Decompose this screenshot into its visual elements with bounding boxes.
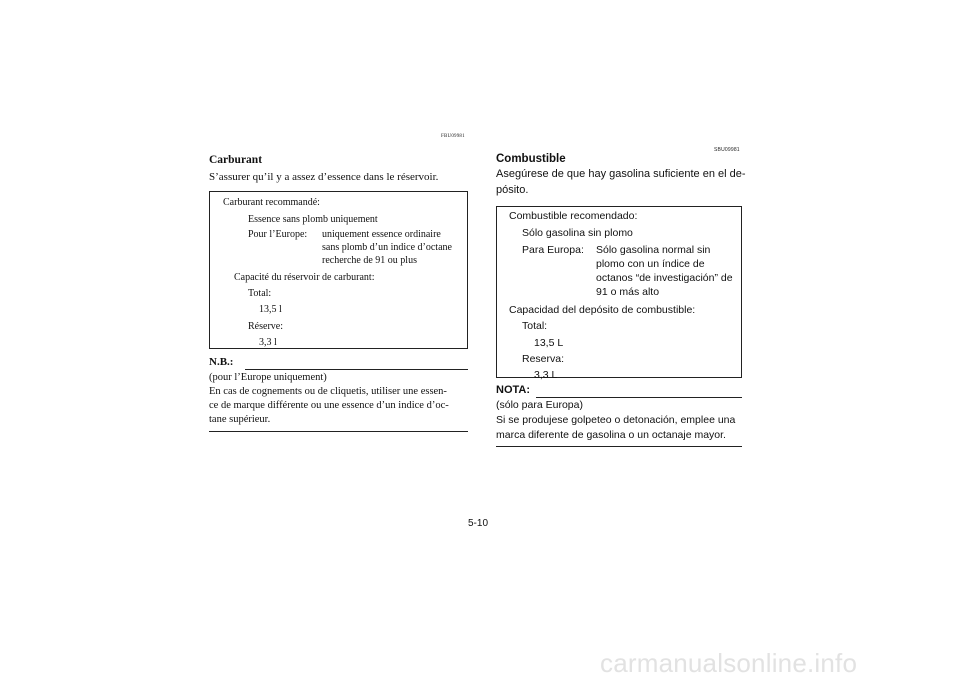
- europe-label: Para Europa:: [522, 244, 584, 256]
- reserve-value: 3,3 L: [534, 369, 558, 381]
- recommended-fuel-value: Essence sans plomb uniquement: [248, 214, 378, 225]
- note-label: NOTA:: [496, 384, 531, 396]
- section-code: FBU09981: [441, 134, 465, 139]
- total-label: Total:: [248, 288, 272, 299]
- intro-text: S’assurer qu’il y a assez d’essence dans le réservoir.: [209, 171, 439, 183]
- reserve-label: Réserve:: [248, 321, 283, 332]
- europe-value-line: recherche de 91 ou plus: [322, 255, 417, 266]
- fuel-spec-box: [496, 206, 742, 381]
- europe-value-line: plomo con un índice de: [596, 258, 705, 270]
- note-rule: [245, 369, 468, 370]
- tank-capacity-label: Capacidad del depósito de combustible:: [509, 304, 696, 316]
- recommended-fuel-label: Carburant recommandé:: [223, 197, 320, 208]
- french-column: [209, 0, 469, 678]
- note-line: ce de marque différente ou une essence d’un indice d’oc-: [209, 400, 449, 411]
- recommended-fuel-value: Sólo gasolina sin plomo: [522, 227, 633, 239]
- note-line: En cas de cognements ou de cliquetis, utiliser une essen-: [209, 386, 447, 397]
- page-number: 5-10: [468, 518, 489, 529]
- note-end-rule: [496, 446, 742, 447]
- recommended-fuel-label: Combustible recomendado:: [509, 210, 638, 222]
- note-end-rule: [209, 431, 468, 432]
- europe-value-line: 91 o más alto: [596, 286, 660, 298]
- spanish-column: [496, 0, 746, 678]
- intro-line: Asegúrese de que hay gasolina suficiente en el de-: [496, 168, 746, 180]
- intro-line: pósito.: [496, 184, 529, 196]
- note-line: Si se produjese golpeteo o detonación, emplee una: [496, 414, 736, 426]
- reserve-label: Reserva:: [522, 353, 565, 365]
- note-scope: (pour l’Europe uniquement): [209, 372, 327, 383]
- tank-capacity-label: Capacité du réservoir de carburant:: [234, 272, 375, 283]
- europe-value-line: sans plomb d’un indice d’octane: [322, 242, 452, 253]
- total-value: 13,5 l: [259, 304, 282, 315]
- note-line: marca diferente de gasolina o un octanaje mayor.: [496, 429, 726, 441]
- note-rule: [536, 397, 742, 398]
- section-title: Combustible: [496, 153, 566, 165]
- total-label: Total:: [522, 320, 548, 332]
- total-value: 13,5 L: [534, 337, 564, 349]
- europe-value-line: octanos “de investigación” de: [596, 272, 733, 284]
- watermark: carmanualsonline.info: [600, 648, 858, 678]
- section-code: SBU09981: [714, 147, 740, 153]
- section-title: Carburant: [209, 154, 263, 166]
- note-scope: (sólo para Europa): [496, 399, 583, 411]
- europe-label: Pour l’Europe:: [248, 229, 308, 240]
- europe-value-line: uniquement essence ordinaire: [322, 229, 441, 240]
- reserve-value: 3,3 l: [259, 337, 277, 348]
- note-line: tane supérieur.: [209, 414, 271, 425]
- europe-value-line: Sólo gasolina normal sin: [596, 244, 711, 256]
- note-label: N.B.:: [209, 356, 234, 368]
- fuel-spec-box: [209, 191, 468, 349]
